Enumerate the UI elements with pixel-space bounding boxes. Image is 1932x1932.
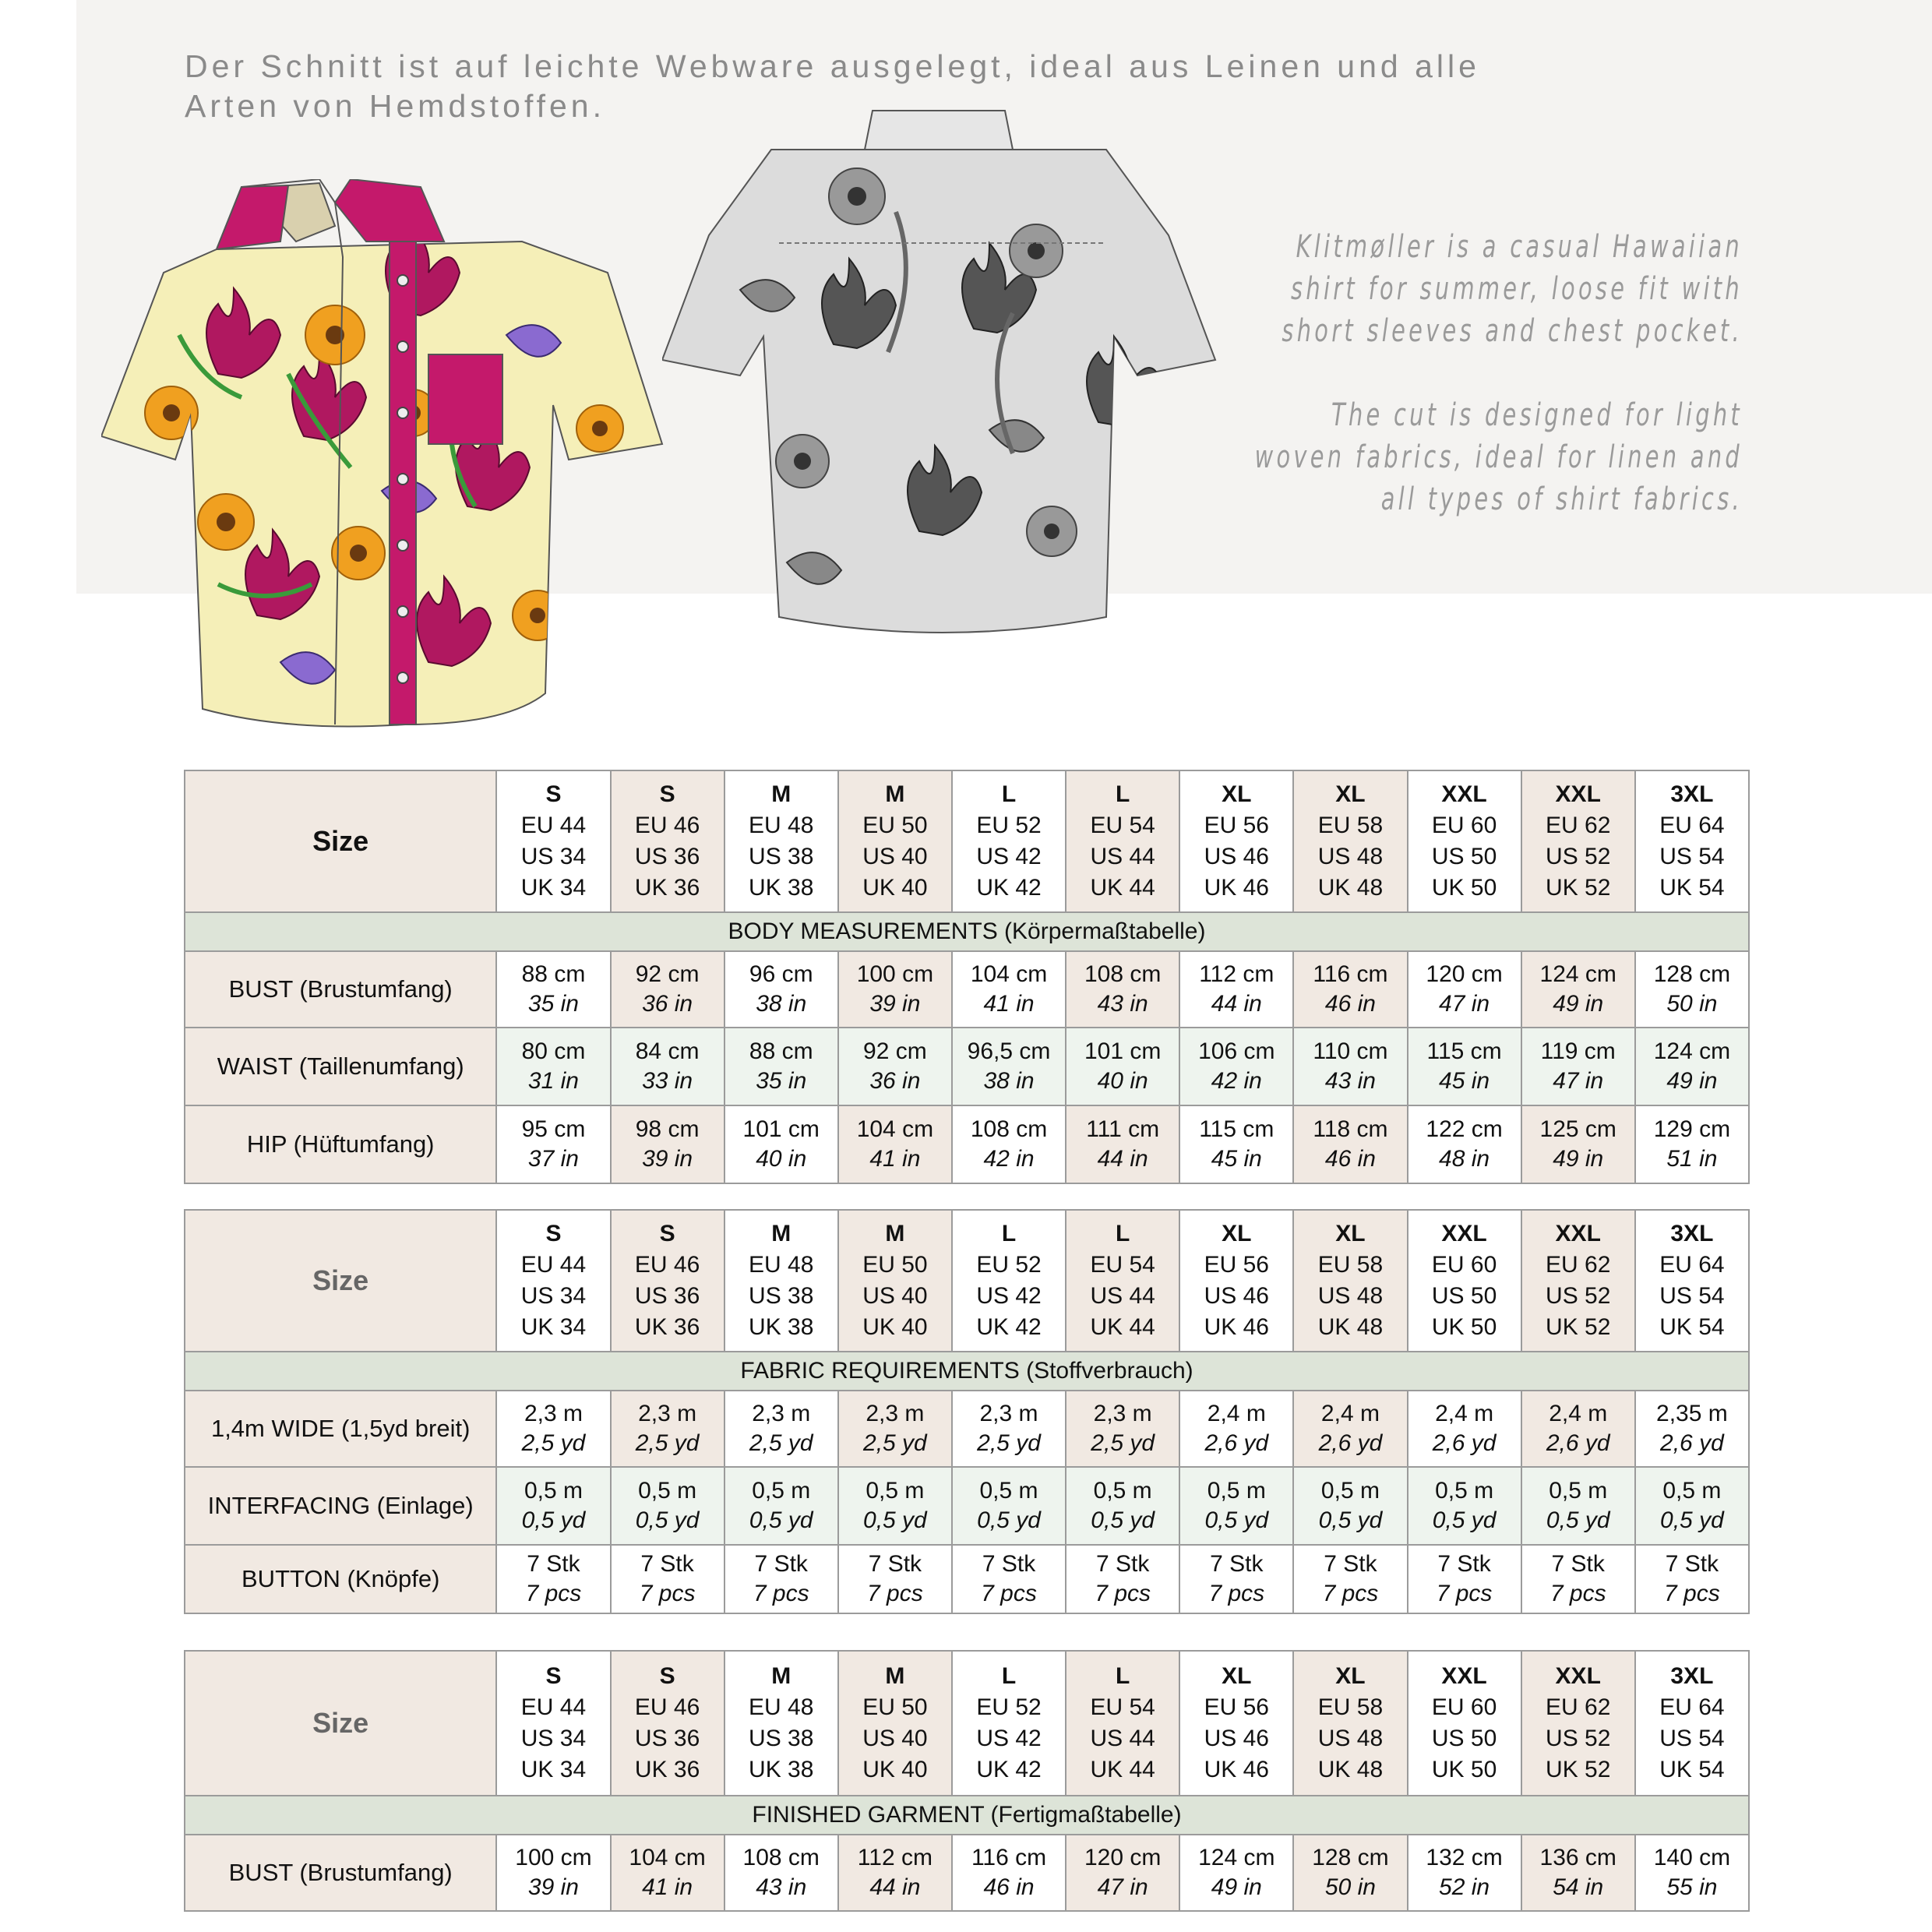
table-row [185,1467,1749,1545]
body-measurements-table [184,770,1750,1184]
size-cell: XXL EU 62 US 52 UK 52 [1521,1210,1635,1352]
size-cell: M EU 48 US 38 UK 38 [724,770,838,912]
value-cell: 124 cm 49 in [1521,951,1635,1028]
size-cell: 3XL EU 64 US 54 UK 54 [1635,1651,1749,1796]
size-cell: L EU 54 US 44 UK 44 [1066,1210,1179,1352]
table-row [185,951,1749,1028]
size-cell: XL EU 58 US 48 UK 48 [1293,770,1407,912]
german-description: Der Schnitt ist auf leichte Webware ausgelegt, ideal aus Leinen und alle Arten von Hemdstoffen. [185,48,1480,124]
value-cell: 7 Stk 7 pcs [1293,1545,1407,1613]
value-cell: 7 Stk 7 pcs [1635,1545,1749,1613]
value-cell: 108 cm 42 in [952,1105,1066,1183]
table-row [185,1028,1749,1105]
value-cell: 2,35 m 2,6 yd [1635,1391,1749,1467]
value-cell: 0,5 m 0,5 yd [1179,1467,1293,1545]
chest-pocket [428,354,502,444]
size-cell: M EU 50 US 40 UK 40 [838,770,952,912]
value-cell: 0,5 m 0,5 yd [1293,1467,1407,1545]
fabric-requirements-table [184,1209,1750,1614]
front-shirt-illustration [101,179,670,740]
value-cell: 92 cm 36 in [611,951,724,1028]
back-shirt-illustration [662,95,1223,664]
value-cell: 7 Stk 7 pcs [1066,1545,1179,1613]
value-cell: 2,3 m 2,5 yd [724,1391,838,1467]
value-cell: 100 cm 39 in [838,951,952,1028]
value-cell: 7 Stk 7 pcs [952,1545,1066,1613]
size-cell: L EU 52 US 42 UK 42 [952,770,1066,912]
value-cell: 7 Stk 7 pcs [1408,1545,1521,1613]
value-cell: 80 cm 31 in [496,1028,610,1105]
value-cell: 7 Stk 7 pcs [1179,1545,1293,1613]
english-description-line-1: Klitmøller is a casual Hawaiian shirt for summer, loose fit with short sleeves and chest pocket. [1282,229,1743,349]
value-cell: 136 cm 54 in [1521,1835,1635,1911]
value-cell: 122 cm 48 in [1408,1105,1521,1183]
value-cell: 88 cm 35 in [496,951,610,1028]
back-collar [865,111,1013,150]
value-cell: 0,5 m 0,5 yd [1408,1467,1521,1545]
size-cell: XL EU 56 US 46 UK 46 [1179,1651,1293,1796]
size-header: Size [185,1210,496,1352]
table-row [185,1391,1749,1467]
value-cell: 7 Stk 7 pcs [496,1545,610,1613]
value-cell: 106 cm 42 in [1179,1028,1293,1105]
size-cell: L EU 52 US 42 UK 42 [952,1210,1066,1352]
value-cell: 115 cm 45 in [1179,1105,1293,1183]
size-cell: S EU 46 US 36 UK 36 [611,1210,724,1352]
size-cell: L EU 54 US 44 UK 44 [1066,770,1179,912]
size-cell: S EU 44 US 34 UK 34 [496,1651,610,1796]
size-cell: XL EU 56 US 46 UK 46 [1179,770,1293,912]
row-label: BUTTON (Knöpfe) [185,1545,496,1613]
value-cell: 101 cm 40 in [724,1105,838,1183]
value-cell: 124 cm 49 in [1179,1835,1293,1911]
value-cell: 116 cm 46 in [952,1835,1066,1911]
finished-garment-table [184,1650,1750,1912]
section-header: BODY MEASUREMENTS (Körpermaßtabelle) [185,912,1749,951]
value-cell: 96,5 cm 38 in [952,1028,1066,1105]
value-cell: 2,4 m 2,6 yd [1179,1391,1293,1467]
size-cell: M EU 48 US 38 UK 38 [724,1210,838,1352]
value-cell: 7 Stk 7 pcs [1521,1545,1635,1613]
value-cell: 108 cm 43 in [724,1835,838,1911]
row-label: BUST (Brustumfang) [185,1835,496,1911]
size-cell: L EU 52 US 42 UK 42 [952,1651,1066,1796]
value-cell: 112 cm 44 in [838,1835,952,1911]
value-cell: 128 cm 50 in [1635,951,1749,1028]
table-row [185,1105,1749,1183]
size-cell: S EU 46 US 36 UK 36 [611,770,724,912]
table-row [185,1545,1749,1613]
row-label: WAIST (Taillenumfang) [185,1028,496,1105]
size-cell: L EU 54 US 44 UK 44 [1066,1651,1179,1796]
value-cell: 104 cm 41 in [952,951,1066,1028]
section-header: FABRIC REQUIREMENTS (Stoffverbrauch) [185,1352,1749,1391]
size-cell: S EU 44 US 34 UK 34 [496,770,610,912]
value-cell: 0,5 m 0,5 yd [1635,1467,1749,1545]
value-cell: 7 Stk 7 pcs [838,1545,952,1613]
value-cell: 140 cm 55 in [1635,1835,1749,1911]
english-description [1238,226,1743,520]
value-cell: 129 cm 51 in [1635,1105,1749,1183]
value-cell: 0,5 m 0,5 yd [838,1467,952,1545]
value-cell: 119 cm 47 in [1521,1028,1635,1105]
value-cell: 111 cm 44 in [1066,1105,1179,1183]
value-cell: 132 cm 52 in [1408,1835,1521,1911]
value-cell: 116 cm 46 in [1293,951,1407,1028]
value-cell: 92 cm 36 in [838,1028,952,1105]
value-cell: 0,5 m 0,5 yd [611,1467,724,1545]
size-cell: M EU 50 US 40 UK 40 [838,1210,952,1352]
value-cell: 84 cm 33 in [611,1028,724,1105]
size-cell: M EU 48 US 38 UK 38 [724,1651,838,1796]
value-cell: 0,5 m 0,5 yd [724,1467,838,1545]
english-description-line-2: The cut is designed for light woven fabrics, ideal for linen and all types of shirt fabrics. [1254,397,1743,517]
value-cell: 125 cm 49 in [1521,1105,1635,1183]
size-cell: S EU 44 US 34 UK 34 [496,1210,610,1352]
value-cell: 2,3 m 2,5 yd [1066,1391,1179,1467]
size-cell: XL EU 58 US 48 UK 48 [1293,1651,1407,1796]
value-cell: 7 Stk 7 pcs [611,1545,724,1613]
row-label: INTERFACING (Einlage) [185,1467,496,1545]
value-cell: 2,4 m 2,6 yd [1293,1391,1407,1467]
value-cell: 0,5 m 0,5 yd [496,1467,610,1545]
value-cell: 115 cm 45 in [1408,1028,1521,1105]
size-cell: 3XL EU 64 US 54 UK 54 [1635,770,1749,912]
size-cell: XXL EU 62 US 52 UK 52 [1521,1651,1635,1796]
value-cell: 96 cm 38 in [724,951,838,1028]
value-cell: 128 cm 50 in [1293,1835,1407,1911]
size-cell: S EU 46 US 36 UK 36 [611,1651,724,1796]
value-cell: 104 cm 41 in [611,1835,724,1911]
value-cell: 104 cm 41 in [838,1105,952,1183]
size-cell: XXL EU 60 US 50 UK 50 [1408,1210,1521,1352]
value-cell: 110 cm 43 in [1293,1028,1407,1105]
value-cell: 100 cm 39 in [496,1835,610,1911]
value-cell: 0,5 m 0,5 yd [1521,1467,1635,1545]
value-cell: 2,3 m 2,5 yd [952,1391,1066,1467]
table-row [185,1835,1749,1911]
value-cell: 2,3 m 2,5 yd [611,1391,724,1467]
collar-left [217,185,288,249]
value-cell: 112 cm 44 in [1179,951,1293,1028]
row-label: 1,4m WIDE (1,5yd breit) [185,1391,496,1467]
value-cell: 2,4 m 2,6 yd [1521,1391,1635,1467]
value-cell: 95 cm 37 in [496,1105,610,1183]
size-cell: 3XL EU 64 US 54 UK 54 [1635,1210,1749,1352]
size-cell: XL EU 58 US 48 UK 48 [1293,1210,1407,1352]
size-cell: XXL EU 60 US 50 UK 50 [1408,770,1521,912]
value-cell: 120 cm 47 in [1408,951,1521,1028]
row-label: HIP (Hüftumfang) [185,1105,496,1183]
size-cell: XL EU 56 US 46 UK 46 [1179,1210,1293,1352]
value-cell: 2,3 m 2,5 yd [496,1391,610,1467]
value-cell: 124 cm 49 in [1635,1028,1749,1105]
value-cell: 101 cm 40 in [1066,1028,1179,1105]
size-cell: M EU 50 US 40 UK 40 [838,1651,952,1796]
size-header: Size [185,770,496,912]
value-cell: 88 cm 35 in [724,1028,838,1105]
size-cell: XXL EU 60 US 50 UK 50 [1408,1651,1521,1796]
value-cell: 120 cm 47 in [1066,1835,1179,1911]
section-header: FINISHED GARMENT (Fertigmaßtabelle) [185,1796,1749,1835]
value-cell: 2,4 m 2,6 yd [1408,1391,1521,1467]
row-label: BUST (Brustumfang) [185,951,496,1028]
collar-right [335,179,444,242]
size-cell: XXL EU 62 US 52 UK 52 [1521,770,1635,912]
value-cell: 0,5 m 0,5 yd [952,1467,1066,1545]
size-header: Size [185,1651,496,1796]
value-cell: 118 cm 46 in [1293,1105,1407,1183]
value-cell: 7 Stk 7 pcs [724,1545,838,1613]
value-cell: 2,3 m 2,5 yd [838,1391,952,1467]
value-cell: 98 cm 39 in [611,1105,724,1183]
value-cell: 108 cm 43 in [1066,951,1179,1028]
value-cell: 0,5 m 0,5 yd [1066,1467,1179,1545]
